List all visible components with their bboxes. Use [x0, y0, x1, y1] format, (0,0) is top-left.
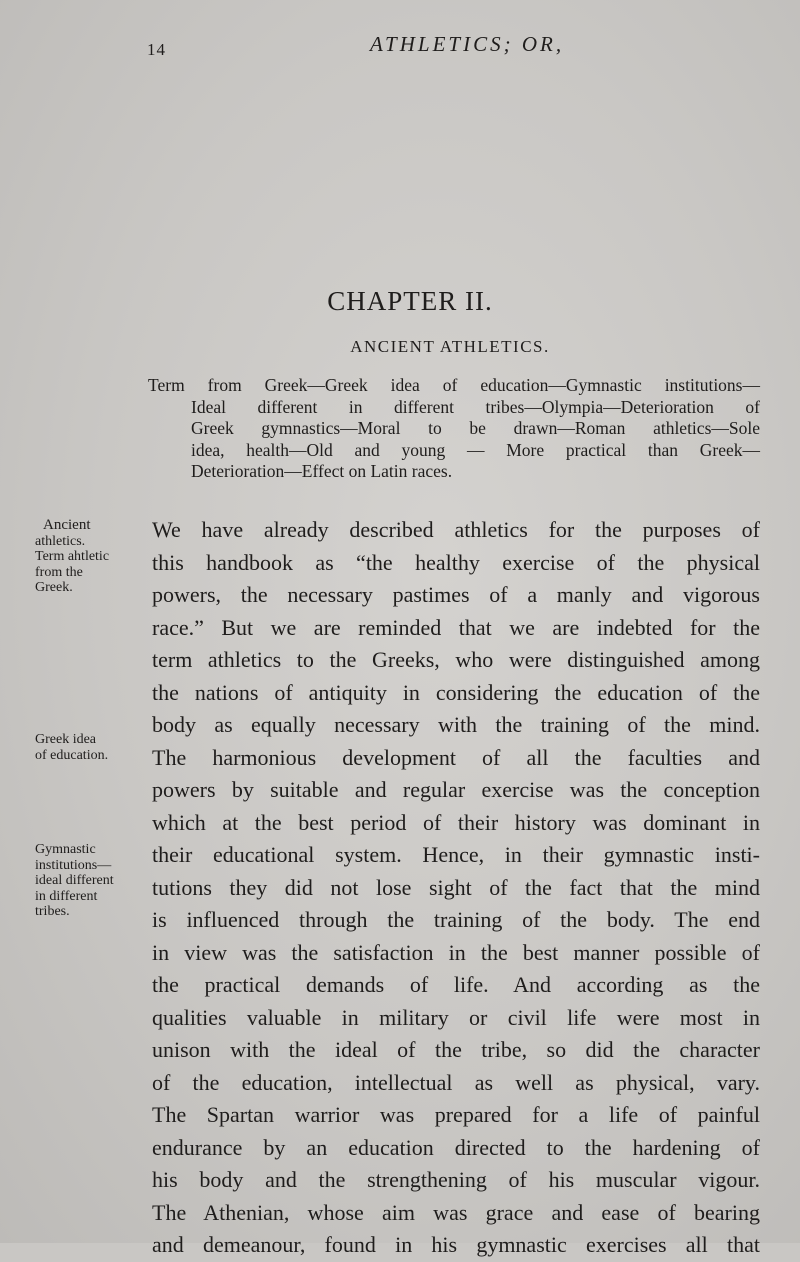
chapter-title: ANCIENT ATHLETICS. [350, 337, 550, 356]
body-line: the practical demands of life. And according as the [152, 972, 760, 997]
body-line: this handbook as “the healthy exercise of the physical [152, 549, 760, 575]
body-line: the nations of antiquity in considering the education of the [152, 679, 760, 705]
margin-note-line: of education. [35, 747, 109, 763]
body-line: We have already described athletics for the purposes of [152, 517, 760, 542]
body-line: powers by suitable and regular exercise was the conception [152, 777, 760, 802]
body-line: body as equally necessary with the training of the mind. [152, 712, 760, 737]
body-line: of the education, intellectual as well as physical, vary. [152, 1069, 760, 1095]
chapter-synopsis [148, 375, 760, 483]
margin-note-line: Gymnastic [35, 842, 96, 857]
page-number: 14 [147, 40, 166, 59]
body-line: and demeanour, found in his gymnastic exercises all that [152, 1232, 760, 1257]
body-line: endurance by an education directed to the hardening of [152, 1134, 760, 1160]
body-line: term athletics to the Greeks, who were distinguished among [152, 647, 760, 672]
body-line: which at the best period of their history was dominant in [152, 809, 760, 835]
margin-note-greek-idea [35, 732, 145, 763]
body-line: The Athenian, whose aim was grace and ease of bearing [152, 1199, 760, 1225]
body-line: his body and the strengthening of his muscular vigour. [152, 1167, 760, 1192]
running-head [0, 30, 800, 70]
running-title: ATHLETICS; OR, [370, 32, 565, 56]
margin-note-line: in different [35, 888, 98, 904]
body-line: race.” But we are reminded that we are indebted for the [152, 614, 760, 640]
body-line: tutions they did not lose sight of the fact that the mind [152, 874, 760, 900]
chapter-number: CHAPTER II. [327, 286, 493, 316]
margin-note-line: Ancient [43, 517, 91, 533]
margin-note-ancient-athletics [35, 518, 145, 596]
margin-note-line: from the [35, 564, 83, 580]
synopsis-line: idea, health—Old and young — More practical than Greek— [191, 439, 760, 460]
synopsis-line: Greek gymnastics—Moral to be drawn—Roman athletics—Sole [191, 418, 760, 438]
body-line: The Spartan warrior was prepared for a life of painful [152, 1102, 760, 1127]
body-line: is influenced through the training of the body. The end [152, 907, 760, 932]
margin-note-line: Term ahtletic [35, 549, 110, 564]
margin-note-line: institutions— [35, 857, 112, 873]
body-line: powers, the necessary pastimes of a manly and vigorous [152, 582, 760, 607]
body-line: in view was the satisfaction in the best manner possible of [152, 939, 760, 965]
body-line: their educational system. Hence, in their gymnastic insti- [152, 842, 760, 867]
margin-note-line: ideal different [35, 873, 114, 888]
margin-note-line: Greek. [35, 580, 73, 595]
margin-note-line: tribes. [35, 904, 70, 919]
body-paragraph [152, 514, 760, 1262]
margin-note-line: athletics. [35, 533, 86, 549]
synopsis-line: Term from Greek—Greek idea of education—Gymnastic institutions— [148, 375, 760, 395]
margin-note-line: Greek idea [35, 732, 97, 747]
synopsis-line: Ideal different in different tribes—Olympia—Deterioration of [191, 396, 760, 417]
body-line: unison with the ideal of the tribe, so did the character [152, 1037, 760, 1062]
margin-note-gymnastic-institutions [35, 842, 145, 920]
body-line: qualities valuable in military or civil life were most in [152, 1004, 760, 1030]
body-line: The harmonious development of all the faculties and [152, 744, 760, 770]
synopsis-line: Deterioration—Effect on Latin races. [191, 461, 453, 481]
